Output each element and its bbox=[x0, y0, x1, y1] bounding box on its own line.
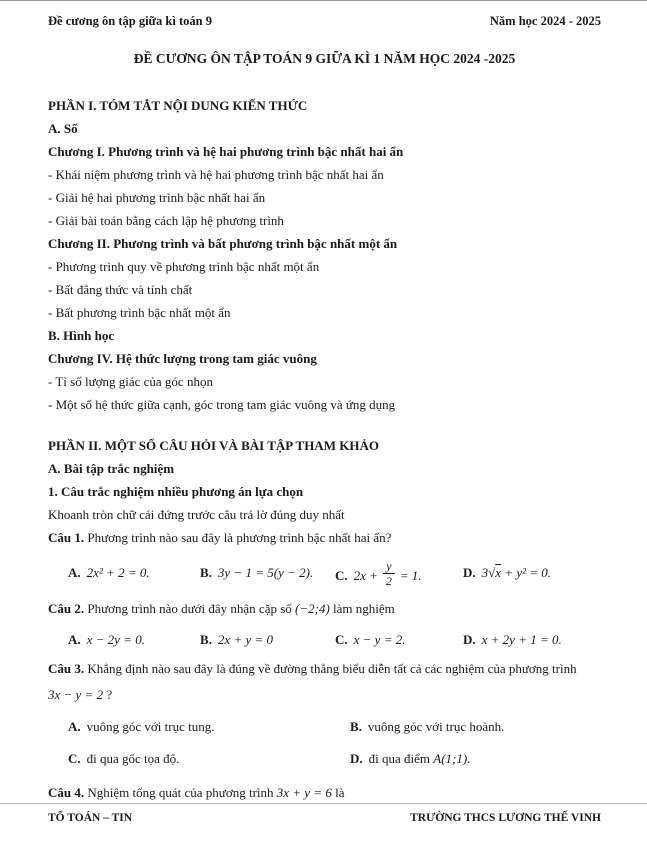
header-left-text: Đề cương ôn tập giữa kì toán 9 bbox=[48, 14, 212, 28]
question-3-options bbox=[48, 711, 601, 775]
q1-option-a bbox=[68, 565, 200, 581]
header-right-text: Năm học 2024 - 2025 bbox=[489, 14, 601, 28]
option-key-d: D. bbox=[463, 632, 476, 647]
question-3-math: 3x − y = 2 bbox=[48, 687, 104, 702]
option-key-a: A. bbox=[68, 719, 81, 734]
question-2 bbox=[48, 597, 601, 620]
part2-heading: PHẦN II. MỘT SỐ CÂU HỎI VÀ BÀI TẬP THAM KHẢO bbox=[48, 438, 379, 453]
option-key-c: C. bbox=[335, 567, 348, 583]
q1-option-c bbox=[335, 560, 463, 587]
question-4-label: Câu 4. bbox=[48, 785, 85, 800]
part2-sub-a: A. Bài tập trắc nghiệm bbox=[48, 461, 175, 476]
option-key-b: B. bbox=[200, 565, 212, 580]
part1-heading: PHẦN I. TÓM TẮT NỘI DUNG KIẾN THỨC bbox=[48, 98, 308, 113]
fraction-denominator: 2 bbox=[385, 573, 392, 588]
footer-left-text: TỔ TOÁN – TIN bbox=[48, 812, 133, 824]
q1-option-d-pre: 3 bbox=[481, 565, 489, 580]
q3-option-c-text: đi qua gốc tọa độ. bbox=[86, 751, 180, 766]
question-3-text-post: ? bbox=[103, 687, 113, 702]
chapter2-item: - Phương trình quy về phương trình bậc nhất một ẩn bbox=[48, 259, 320, 274]
question-2-label: Câu 2. bbox=[48, 601, 85, 616]
q2-option-c bbox=[335, 628, 463, 651]
q1-option-b-math: 3y − 1 = 5(y − 2). bbox=[217, 565, 314, 580]
q2-option-d-math: x + 2y + 1 = 0. bbox=[481, 632, 562, 647]
chapter4-heading: Chương IV. Hệ thức lượng trong tam giác vuông bbox=[48, 351, 317, 366]
q2-option-d bbox=[463, 628, 601, 651]
option-key-b: B. bbox=[200, 632, 212, 647]
question-2-text-post: làm nghiệm bbox=[329, 601, 395, 616]
q3-option-a-text: vuông góc với trục tung. bbox=[86, 719, 215, 734]
question-2-math: (−2;4) bbox=[295, 601, 330, 616]
chapter2-item: - Bất phương trình bậc nhất một ẩn bbox=[48, 305, 231, 320]
question-3 bbox=[48, 656, 601, 708]
option-key-c: C. bbox=[68, 751, 81, 766]
q2-option-a-math: x − 2y = 0. bbox=[86, 632, 145, 647]
chapter1-item: - Giải hệ hai phương trình bậc nhất hai ẩn bbox=[48, 190, 266, 205]
question-1-label: Câu 1. bbox=[48, 530, 85, 545]
chapter4-item: - Một số hệ thức giữa cạnh, góc trong tam giác vuông và ứng dụng bbox=[48, 397, 396, 412]
question-2-text-pre: Phương trình nào dưới đây nhận cặp số bbox=[87, 601, 296, 616]
option-key-b: B. bbox=[350, 719, 362, 734]
q3-option-a bbox=[68, 711, 350, 743]
radical-sign: √ bbox=[488, 565, 496, 580]
option-key-c: C. bbox=[335, 632, 348, 647]
q3-option-d-pre: đi qua điểm bbox=[368, 751, 434, 766]
page-footer-row bbox=[0, 804, 647, 824]
footer-right-text: TRƯỜNG THCS LƯƠNG THẾ VINH bbox=[410, 812, 601, 824]
q1-option-c-post: = 1. bbox=[396, 567, 422, 583]
q1-option-b bbox=[200, 565, 335, 581]
question-4-text-pre: Nghiệm tổng quát của phương trình bbox=[87, 785, 277, 800]
chapter2-heading: Chương II. Phương trình và bất phương trình bậc nhất một ẩn bbox=[48, 236, 398, 251]
section-a-label: A. Số bbox=[48, 121, 78, 136]
section-b-label: B. Hình học bbox=[48, 328, 115, 343]
chapter1-item: - Giải bài toán bằng cách lập hệ phương trình bbox=[48, 213, 284, 228]
question-3-label: Câu 3. bbox=[48, 661, 85, 676]
radicand: x bbox=[495, 565, 502, 580]
question-1 bbox=[48, 526, 601, 549]
chapter4-item: - Tỉ số lượng giác của góc nhọn bbox=[48, 374, 213, 389]
question-1-text: Phương trình nào sau đây là phương trình bậc nhất hai ẩn? bbox=[87, 530, 392, 545]
option-key-d: D. bbox=[463, 565, 476, 580]
q1-option-c-math bbox=[353, 558, 422, 588]
question-4 bbox=[48, 781, 601, 804]
q3-option-b bbox=[350, 711, 601, 743]
q3-option-b-text: vuông góc với trục hoành. bbox=[367, 719, 505, 734]
option-key-a: A. bbox=[68, 565, 81, 580]
chapter1-heading: Chương I. Phương trình và hệ hai phương trình bậc nhất hai ẩn bbox=[48, 144, 404, 159]
question-4-text-post: là bbox=[331, 785, 345, 800]
page-footer bbox=[0, 803, 647, 824]
option-key-d: D. bbox=[350, 751, 363, 766]
q3-option-d-post: . bbox=[467, 751, 471, 766]
question-2-options bbox=[48, 628, 601, 651]
q2-option-b bbox=[200, 628, 335, 651]
instruction-note: Khoanh tròn chữ cái đứng trước câu trả lờ đúng duy nhất bbox=[48, 507, 345, 522]
q2-option-b-math: 2x + y = 0 bbox=[217, 632, 274, 647]
q3-option-d bbox=[350, 743, 601, 775]
question-1-options bbox=[48, 555, 601, 591]
question-3-text: Khẳng định nào sau đây là đúng về đường thẳng biểu diễn tất cả các nghiệm của phương trình bbox=[87, 661, 577, 676]
q1-option-a-math: 2x² + 2 = 0. bbox=[86, 565, 150, 580]
q1-option-d bbox=[463, 565, 601, 581]
option-key-a: A. bbox=[68, 632, 81, 647]
q1-option-d-post: + y² = 0. bbox=[501, 565, 552, 580]
q3-option-c bbox=[68, 743, 350, 775]
chapter2-item: - Bất đẳng thức và tính chất bbox=[48, 282, 193, 297]
q1-option-c-pre: 2x + bbox=[353, 567, 382, 583]
part2-sub-1: 1. Câu trắc nghiệm nhiều phương án lựa chọn bbox=[48, 484, 304, 499]
question-4-math: 3x + y = 6 bbox=[276, 785, 332, 800]
q2-option-c-math: x − y = 2. bbox=[353, 632, 406, 647]
chapter1-item: - Khái niệm phương trình và hệ hai phương trình bậc nhất hai ẩn bbox=[48, 167, 384, 182]
q3-option-d-math: A(1;1) bbox=[433, 751, 468, 766]
page-header bbox=[0, 14, 647, 29]
q1-option-d-math bbox=[482, 565, 551, 580]
fraction bbox=[383, 560, 394, 587]
document-title: ĐỀ CƯƠNG ÔN TẬP TOÁN 9 GIỮA KÌ 1 NĂM HỌC 2024 -2025 bbox=[133, 51, 516, 66]
q2-option-a bbox=[68, 628, 200, 651]
fraction-numerator: y bbox=[383, 560, 394, 574]
